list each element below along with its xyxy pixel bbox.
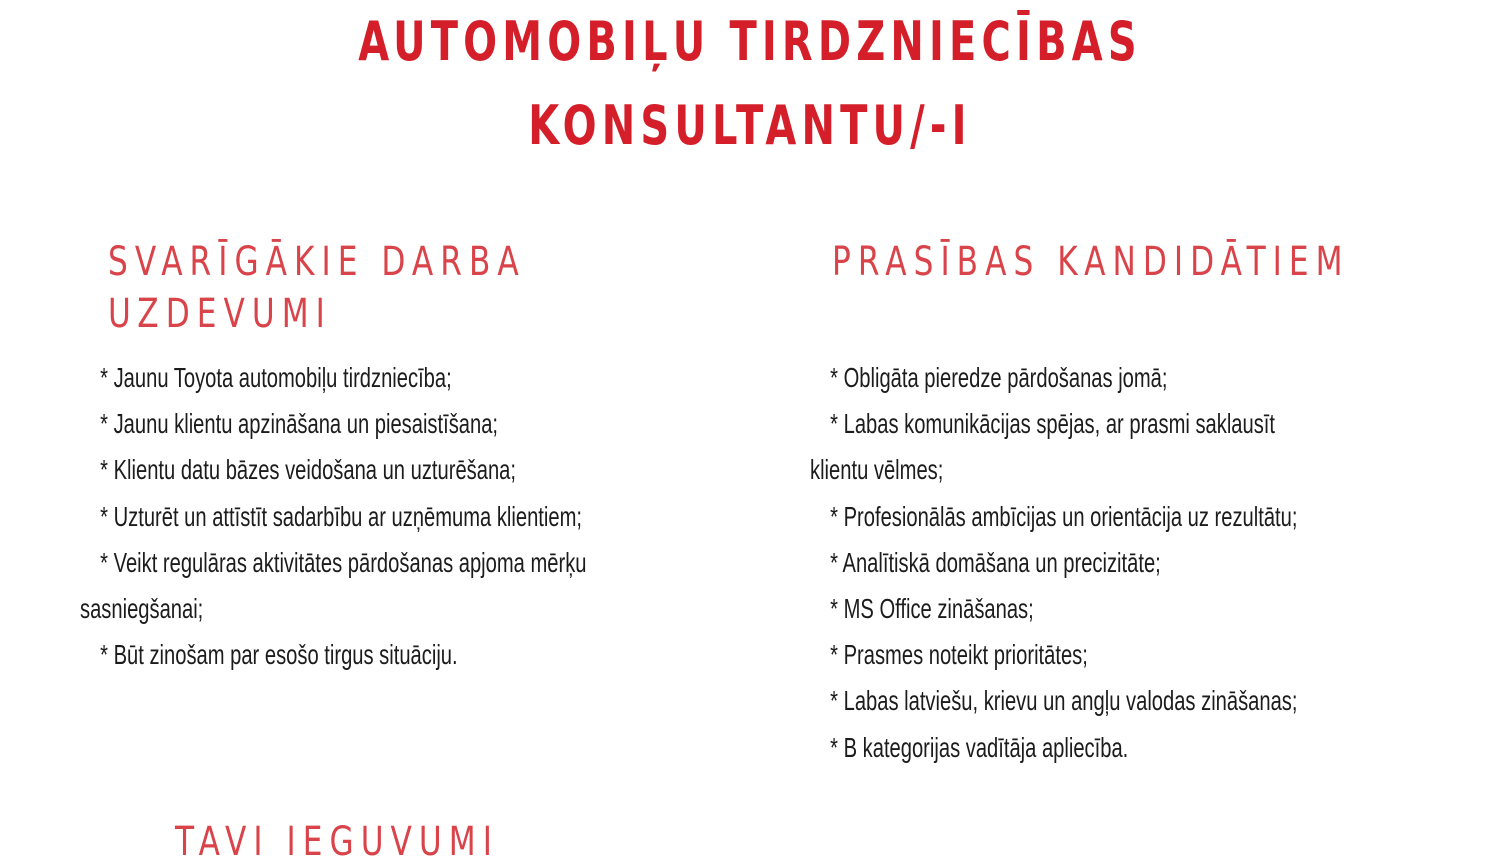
page-title-line-2: KONSULTANTU/-I — [528, 94, 972, 157]
list-item: * Profesionālās ambīcijas un orientācija uz rezultātu; — [830, 500, 1298, 532]
requirements-heading: PRASĪBAS KANDIDĀTIEM — [832, 239, 1350, 285]
list-item: * Veikt regulāras aktivitātes pārdošanas apjoma mērķu — [100, 546, 587, 578]
list-item: * Labas latviešu, krievu un angļu valodas zināšanas; — [830, 685, 1298, 717]
page-title — [195, 0, 1305, 168]
list-item: * Analītiskā domāšana un precizitāte; — [830, 546, 1161, 578]
page-title-line-1: AUTOMOBIĻU TIRDZNIECĪBAS — [358, 10, 1142, 73]
duties-heading-line-2: UZDEVUMI — [108, 291, 332, 337]
duties-heading-line-1: SVARĪGĀKIE DARBA — [108, 239, 526, 285]
list-item: * Prasmes noteikt prioritātes; — [830, 639, 1088, 671]
list-item: * Klientu datu bāzes veidošana un uzturēšana; — [100, 454, 516, 486]
list-item: * Labas komunikācijas spējas, ar prasmi saklausīt — [830, 408, 1276, 440]
duties-heading — [108, 236, 526, 340]
list-item: * Jaunu Toyota automobiļu tirdzniecība; — [100, 362, 452, 393]
list-item-continuation: sasniegšanai; — [80, 592, 204, 624]
list-item: * Būt zinošam par esošo tirgus situāciju. — [100, 639, 458, 671]
list-item: * Obligāta pieredze pārdošanas jomā; — [830, 362, 1168, 393]
requirements-list — [810, 355, 1297, 771]
list-item: * Uzturēt un attīstīt sadarbību ar uzņēmuma klientiem; — [100, 500, 582, 532]
duties-list — [80, 355, 586, 678]
benefits-heading: TAVI IEGUVUMI — [175, 819, 499, 865]
list-item: * MS Office zināšanas; — [830, 592, 1034, 624]
list-item: * Jaunu klientu apzināšana un piesaistīšana; — [100, 408, 499, 440]
list-item: * B kategorijas vadītāja apliecība. — [830, 731, 1129, 763]
list-item-continuation: klientu vēlmes; — [810, 454, 944, 486]
